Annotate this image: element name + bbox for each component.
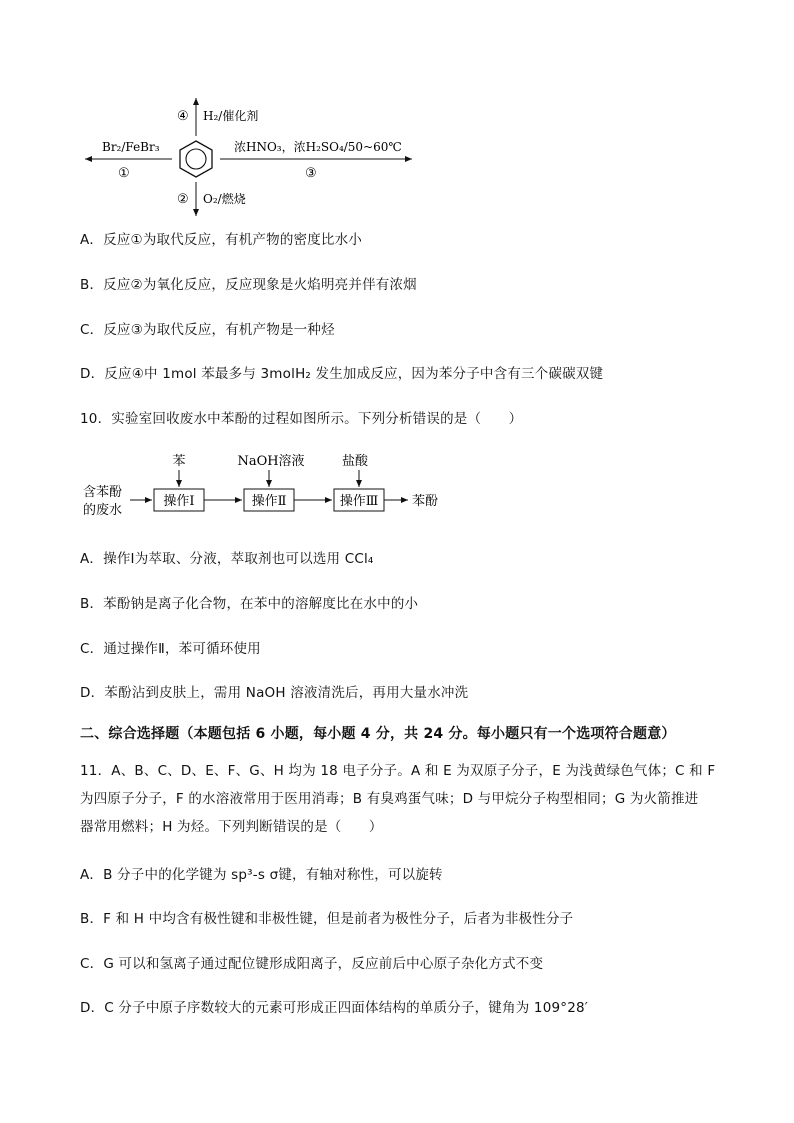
flow-op3-label: 操作Ⅲ bbox=[339, 494, 379, 509]
q10-option-b: B．苯酚钠是离子化合物，在苯中的溶解度比在水中的小 bbox=[80, 596, 419, 612]
q11-stem-line3: 器常用燃料；H 为烃。下列判断错误的是（ ） bbox=[80, 819, 383, 835]
flow-op2-label: 操作Ⅱ bbox=[251, 494, 287, 509]
q11-option-c: C．G 可以和氢离子通过配位键形成阳离子，反应前后中心原子杂化方式不变 bbox=[80, 956, 544, 972]
flow-output: 苯酚 bbox=[412, 494, 439, 509]
flow-input-line1: 含苯酚 bbox=[83, 485, 123, 500]
q11-option-b: B．F 和 H 中均含有极性键和非极性键，但是前者为极性分子，后者为非极性分子 bbox=[80, 911, 574, 927]
q10-stem: 10．实验室回收废水中苯酚的过程如图所示。下列分析错误的是（ ） bbox=[80, 411, 523, 427]
q9-option-a: A．反应①为取代反应，有机产物的密度比水小 bbox=[80, 232, 363, 248]
q9-option-d: D．反应④中 1mol 苯最多与 3molH₂ 发生加成反应，因为苯分子中含有三个碳碳双键 bbox=[80, 366, 604, 382]
flow-reagent3: 盐酸 bbox=[341, 454, 369, 469]
flow-input-line2: 的废水 bbox=[83, 503, 123, 518]
label-reaction-1: Br₂/FeBr₃ bbox=[102, 140, 160, 154]
number-reaction-3: ③ bbox=[305, 166, 317, 181]
label-reaction-4: H₂/催化剂 bbox=[203, 109, 259, 123]
q9-option-b: B．反应②为氧化反应，反应现象是火焰明亮并伴有浓烟 bbox=[80, 277, 417, 293]
phenol-recovery-flowchart bbox=[0, 0, 794, 540]
q10-option-c: C．通过操作Ⅱ，苯可循环使用 bbox=[80, 641, 261, 657]
label-reaction-2: O₂/燃烧 bbox=[203, 192, 246, 206]
q11-option-a: A．B 分子中的化学键为 sp³-s σ键，有轴对称性，可以旋转 bbox=[80, 867, 443, 883]
section-2-heading: 二、综合选择题（本题包括 6 小题，每小题 4 分，共 24 分。每小题只有一个选项符合题意） bbox=[80, 726, 676, 742]
q10-option-a: A．操作Ⅰ为萃取、分液，萃取剂也可以选用 CCl₄ bbox=[80, 551, 374, 567]
flow-reagent1: 苯 bbox=[172, 454, 186, 469]
q11-stem-line1: 11．A、B、C、D、E、F、G、H 均为 18 电子分子。A 和 E 为双原子分子，E 为浅黄绿色气体；C 和 F bbox=[80, 763, 716, 779]
q11-stem-line2: 为四原子分子，F 的水溶液常用于医用消毒；B 有臭鸡蛋气味；D 与甲烷分子构型相同；G 为火箭推进 bbox=[80, 791, 699, 807]
label-reaction-3: 浓HNO₃，浓H₂SO₄/50~60℃ bbox=[234, 140, 402, 154]
number-reaction-4: ④ bbox=[177, 109, 189, 124]
q9-option-c: C．反应③为取代反应，有机产物是一种烃 bbox=[80, 322, 335, 338]
flow-reagent2: NaOH溶液 bbox=[237, 454, 305, 469]
q10-option-d: D．苯酚沾到皮肤上，需用 NaOH 溶液清洗后，再用大量水冲洗 bbox=[80, 685, 469, 701]
q11-option-d: D．C 分子中原子序数较大的元素可形成正四面体结构的单质分子，键角为 109°28′ bbox=[80, 1000, 589, 1016]
number-reaction-1: ① bbox=[118, 166, 130, 181]
flow-op1-label: 操作Ⅰ bbox=[163, 494, 195, 509]
number-reaction-2: ② bbox=[177, 192, 189, 207]
